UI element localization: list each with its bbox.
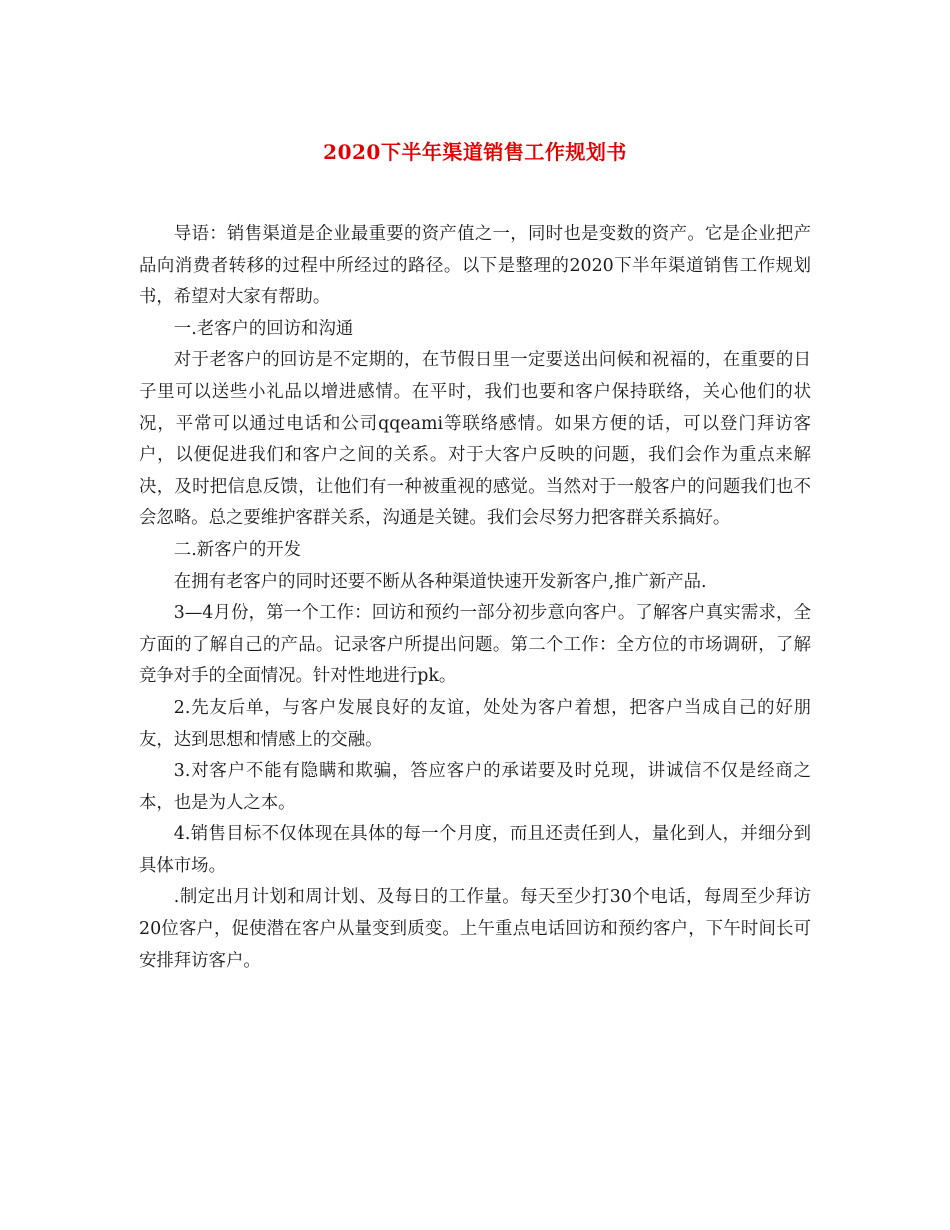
- plan-item-2: 2.先友后单，与客户发展良好的友谊，处处为客户着想，把客户当成自己的好朋友，达到思想和情感上的交融。: [139, 697, 811, 750]
- plan-item-4: 4.销售目标不仅体现在具体的每一个月度，而且还责任到人，量化到人，并细分到具体市场。: [139, 824, 811, 876]
- section-heading-old-clients: 一.老客户的回访和沟通: [173, 318, 354, 339]
- intro-paragraph: 导语：销售渠道是企业最重要的资产值之一，同时也是变数的资产。它是企业把产品向消费者转移的过程中所经过的路径。以下是整理的2020下半年渠道销售工作规划书，希望对大家有帮助。: [139, 224, 811, 308]
- plan-item-3: 3.对客户不能有隐瞒和欺骗，答应客户的承诺要及时兑现，讲诚信不仅是经商之本，也是为人之本。: [139, 761, 811, 813]
- plan-item-5: .制定出月计划和周计划、及每日的工作量。每天至少打30个电话，每周至少拜访20位客户，促使潜在客户从量变到质变。上午重点电话回访和预约客户，下午时间长可安排拜访客户。: [139, 887, 811, 971]
- plan-item-march-april: 3—4月份，第一个工作：回访和预约一部分初步意向客户。了解客户真实需求，全方面的了解自己的产品。记录客户所提出问题。第二个工作：全方位的市场调研，了解竞争对手的全面情况。针对性地进行pk。: [139, 603, 811, 687]
- section-heading-new-clients: 二.新客户的开发: [173, 539, 302, 560]
- document-title: 2020下半年渠道销售工作规划书: [323, 140, 627, 164]
- document-body: [139, 219, 811, 977]
- old-clients-paragraph: 对于老客户的回访是不定期的，在节假日里一定要送出问候和祝福的，在重要的日子里可以送些小礼品以增进感情。在平时，我们也要和客户保持联络，关心他们的状况，平常可以通过电话和公司qqeami等联络感情。如果方便的话，可以登门拜访客户，以便促进我们和客户之间的关系。对于大客户反映的问题，我们会作为重点来解决，及时把信息反馈，让他们有一种被重视的感觉。当然对于一般客户的问题我们也不会忽略。总之要维护客群关系，沟通是关键。我们会尽努力把客群关系搞好。: [139, 350, 811, 529]
- new-clients-paragraph: 在拥有老客户的同时还要不断从各种渠道快速开发新客户,推广新产品.: [173, 571, 707, 592]
